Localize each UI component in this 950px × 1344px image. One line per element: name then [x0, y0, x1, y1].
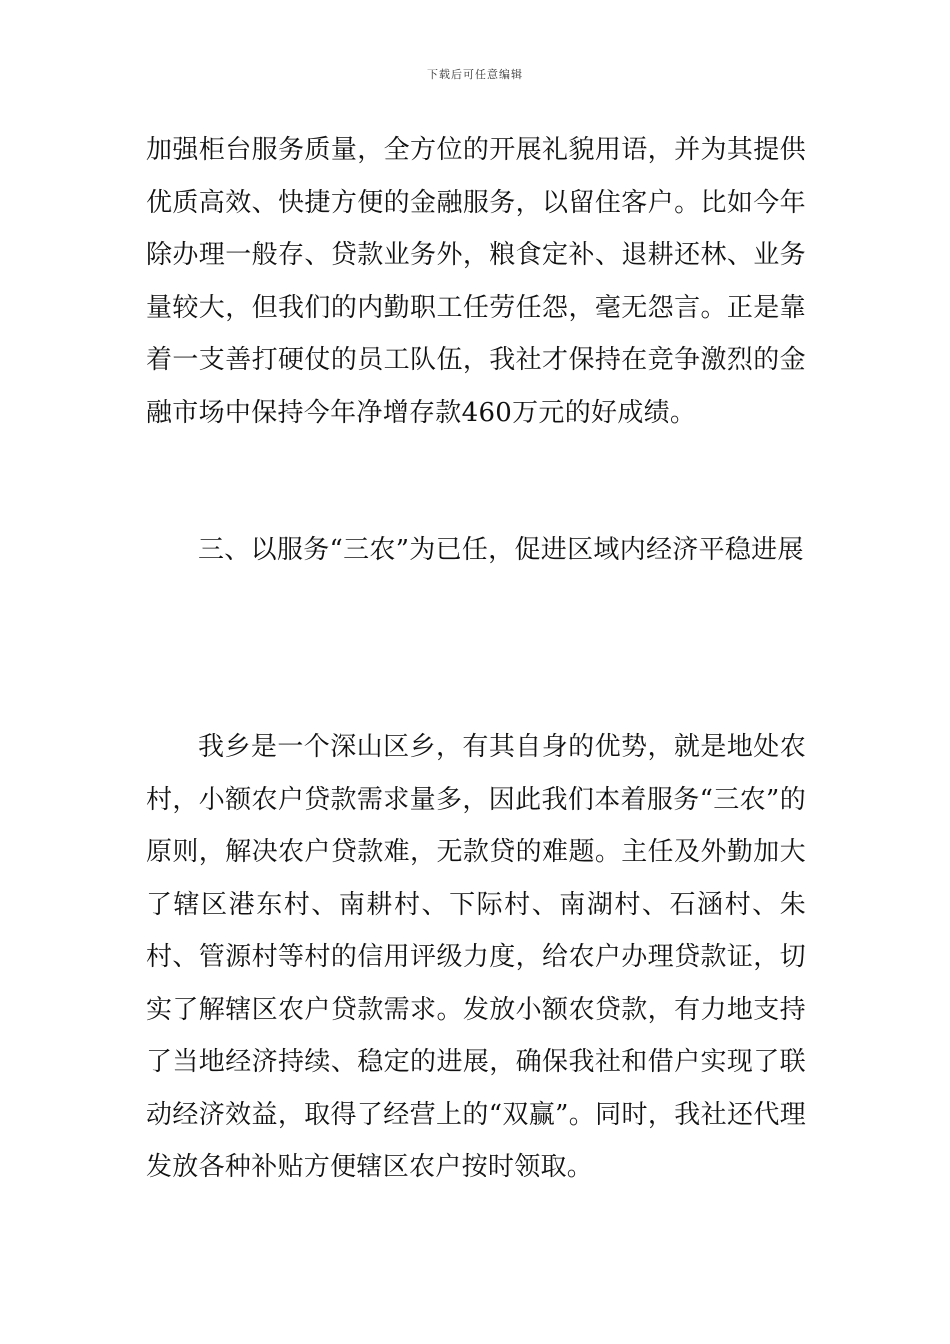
section-heading: 三、以服务“三农”为已任，促进区域内经济平稳进展 — [198, 535, 804, 565]
document-paragraph-1-block — [146, 124, 806, 439]
document-paragraph-2-block — [146, 721, 806, 1194]
body-paragraph: 加强柜台服务质量，全方位的开展礼貌用语，并为其提供优质高效、快捷方便的金融服务，以留住客户。比如今年除办理一般存、贷款业务外，粮食定补、退耕还林、业务量较大，但我们的内勤职工任劳任怨，毫无怨言。正是靠着一支善打硬仗的员工队伍，我社才保持在竞争激烈的金融市场中保持今年净增存款460万元的好成绩。 — [146, 135, 806, 428]
page-header-note: 下载后可任意编辑 — [427, 68, 523, 81]
section-heading-block — [146, 524, 806, 577]
body-paragraph: 我乡是一个深山区乡，有其自身的优势，就是地处农村，小额农户贷款需求量多，因此我们本着服务“三农”的原则，解决农户贷款难，无款贷的难题。主任及外勤加大了辖区港东村、南耕村、下际村、南湖村、石涵村、朱村、管源村等村的信用评级力度，给农户办理贷款证，切实了解辖区农户贷款需求。发放小额农贷款，有力地支持了当地经济持续、稳定的进展，确保我社和借户实现了联动经济效益，取得了经营上的“双赢”。同时，我社还代理发放各种补贴方便辖区农户按时领取。 — [146, 732, 806, 1182]
